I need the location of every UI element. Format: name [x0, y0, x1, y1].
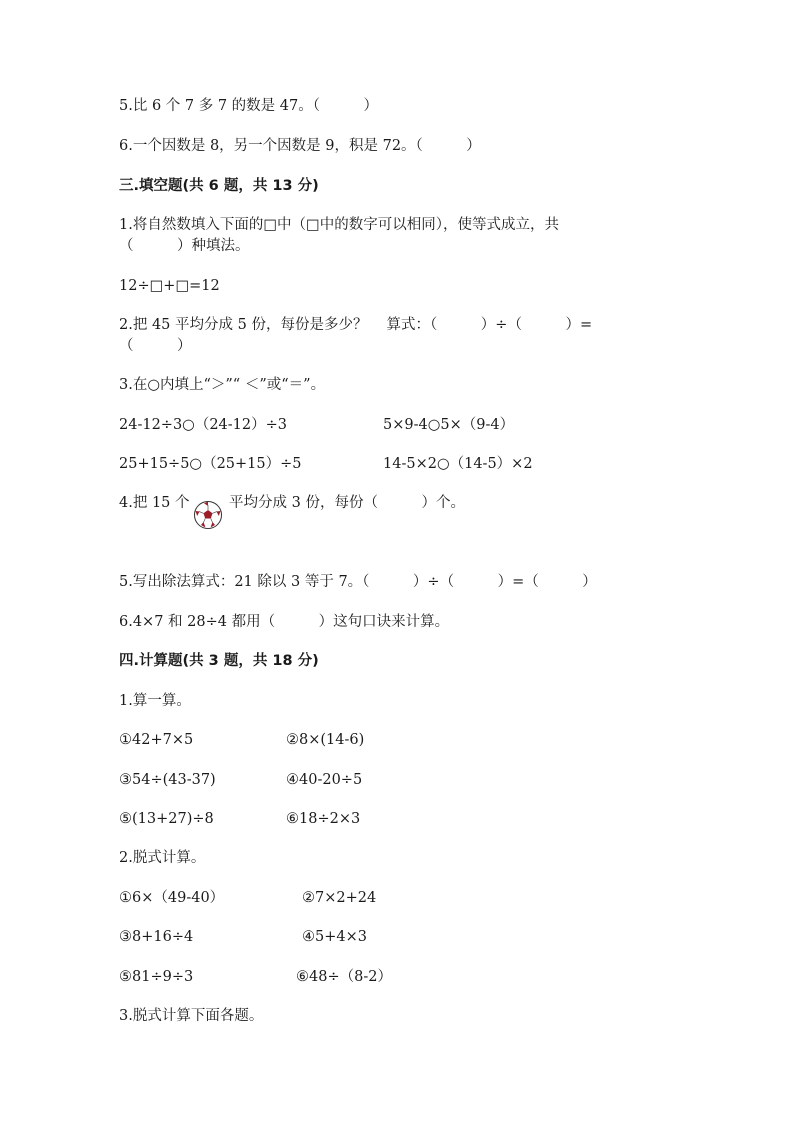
fill-q3: 3.在○内填上“＞”“ ＜”或“＝”。 — [119, 377, 326, 393]
fill-q1-line2: （ ）种填法。 — [119, 238, 250, 254]
fill-q6: 6.4×7 和 28÷4 都用（ ）这句口诀来计算。 — [119, 614, 450, 630]
calc-item: ④40-20÷5 — [286, 772, 363, 788]
fill-q4-part1: 4.把 15 个 — [119, 495, 190, 511]
section-heading-fill: 三.填空题(共 6 题，共 13 分) — [119, 178, 319, 194]
fill-q4-part2: 平均分成 3 份，每份（ ）个。 — [229, 495, 465, 511]
compare-item: 14-5×2○（14-5）×2 — [383, 456, 533, 472]
fill-q1-line1: 1.将自然数填入下面的□中（□中的数字可以相同），使等式成立，共 — [119, 217, 559, 233]
fill-q1-equation: 12÷□+□=12 — [119, 278, 220, 294]
fill-q2-line1: 2.把 45 平均分成 5 份，每份是多少？ 算式：（ ）÷（ ）= — [119, 317, 593, 333]
tf-question-5: 5.比 6 个 7 多 7 的数是 47。（ ） — [119, 98, 378, 114]
fill-q2-line2: （ ） — [119, 338, 192, 354]
soccer-ball-icon — [193, 500, 223, 530]
calc-q1: 1.算一算。 — [119, 693, 191, 709]
calc-item: ②8×(14-6) — [286, 732, 365, 748]
calc-item: ③8+16÷4 — [119, 929, 194, 945]
compare-item: 5×9-4○5×（9-4） — [383, 417, 515, 433]
calc-item: ⑤(13+27)÷8 — [119, 811, 214, 827]
calc-item: ⑥48÷（8-2） — [296, 969, 392, 985]
calc-item: ①42+7×5 — [119, 732, 194, 748]
tf-question-6: 6.一个因数是 8，另一个因数是 9，积是 72。（ ） — [119, 138, 481, 154]
calc-item: ①6×（49-40） — [119, 890, 225, 906]
compare-item: 24-12÷3○（24-12）÷3 — [119, 417, 288, 433]
compare-item: 25+15÷5○（25+15）÷5 — [119, 456, 302, 472]
calc-item: ②7×2+24 — [302, 890, 377, 906]
calc-q3: 3.脱式计算下面各题。 — [119, 1008, 264, 1024]
calc-item: ③54÷(43-37) — [119, 772, 216, 788]
fill-q5: 5.写出除法算式：21 除以 3 等于 7。（ ）÷（ ）=（ ） — [119, 574, 597, 590]
section-heading-calc: 四.计算题(共 3 题，共 18 分) — [119, 653, 319, 669]
calc-item: ⑤81÷9÷3 — [119, 969, 194, 985]
calc-item: ⑥18÷2×3 — [286, 811, 361, 827]
calc-item: ④5+4×3 — [302, 929, 367, 945]
calc-q2: 2.脱式计算。 — [119, 850, 206, 866]
